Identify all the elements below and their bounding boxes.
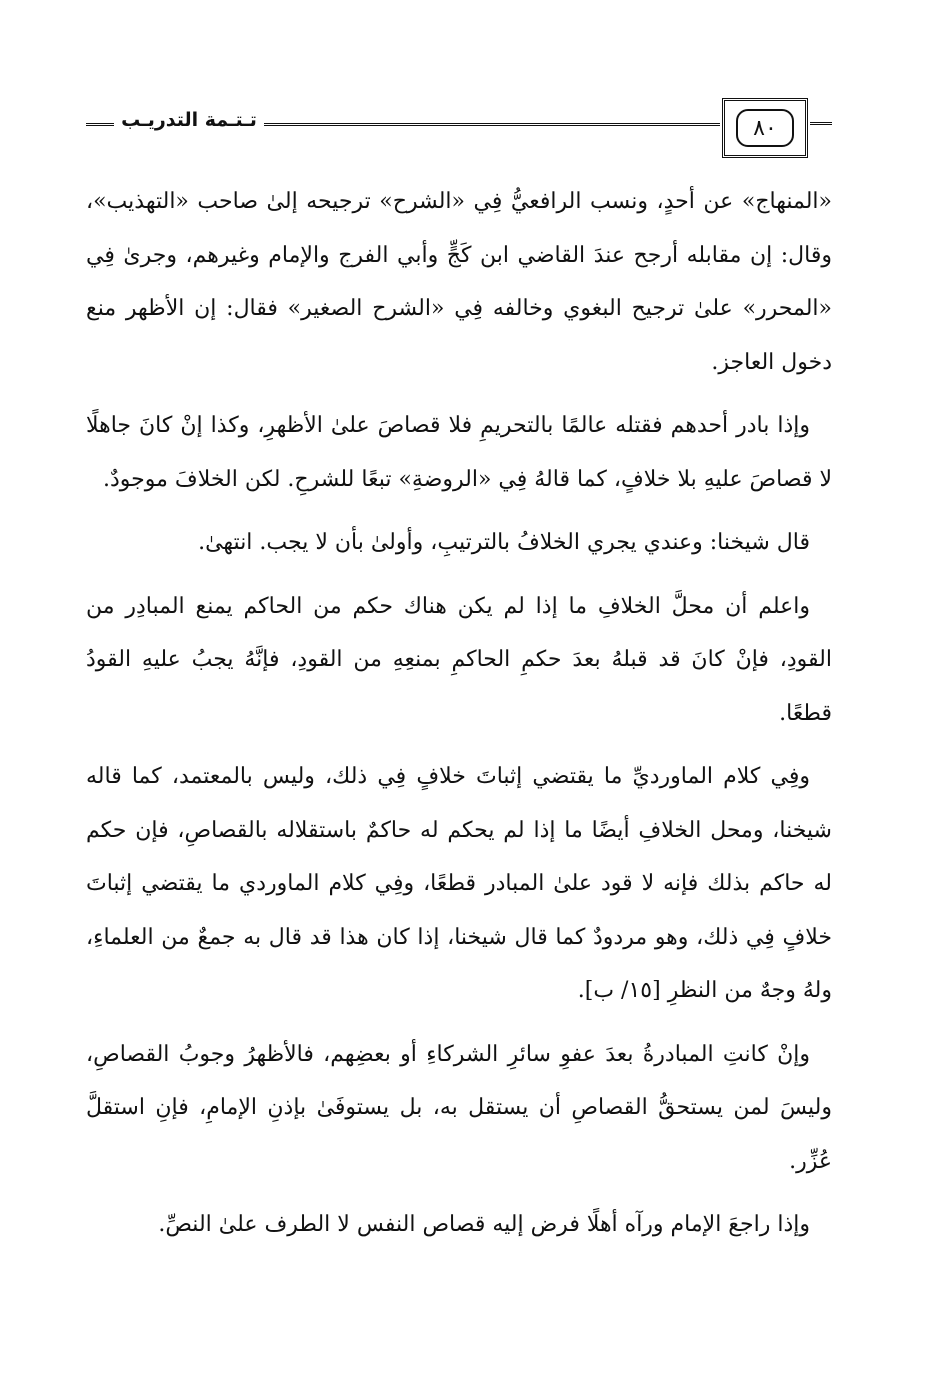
- page-number-frame: [722, 98, 808, 158]
- header-rule-left: [86, 123, 114, 130]
- header-rule-right: [810, 122, 832, 129]
- page-number: ٨٠: [736, 109, 794, 147]
- paragraph: قال شيخنا: وعندي يجري الخلافُ بالترتيبِ، وأولىٰ بأن لا يجب. انتهىٰ.: [198, 530, 810, 555]
- header-rule: [264, 123, 720, 130]
- body-text: [86, 175, 832, 1262]
- running-title: تـتـمة التدريـب: [121, 109, 257, 131]
- paragraph: وإذا راجعَ الإمام ورآه أهلًا فرض إليه قصاص النفس لا الطرف علىٰ النصِّ.: [158, 1212, 810, 1237]
- paragraph: وإذا بادر أحدهم فقتله عالمًا بالتحريمِ فلا قصاصَ علىٰ الأظهرِ، وكذا إنْ كانَ جاهلًا لا قصاصَ عليهِ بلا خلافٍ، كما قالهُ فِي «الروضةِ» تبعًا للشرحِ. لكن الخلافَ موجودٌ.: [86, 413, 832, 492]
- paragraph: وفِي كلام الماورديِّ ما يقتضي إثباتَ خلافٍ فِي ذلك، وليس بالمعتمد، كما قاله شيخنا، ومحل الخلافِ أيضًا ما إذا لم يحكم له حاكمٌ باستقلاله بالقصاصِ، فإن حكم له حاكم بذلك فإنه لا قود علىٰ المبادر قطعًا، وفِي كلام الماوردي ما يقتضي إثباتَ خلافٍ فِي ذلك، وهو مردودٌ كما قال شيخنا، إذا كان هذا قد قال به جمعٌ من العلماءِ، ولهُ وجهٌ من النظرِ [١٥/ ب].: [86, 764, 832, 1003]
- paragraph: «المنهاج» عن أحدٍ، ونسب الرافعيُّ فِي «الشرح» ترجيحه إلىٰ صاحب «التهذيب»، وقال: إن مقابله أرجح عندَ القاضي ابن كَجٍّ وأبي الفرج والإمام وغيرهم، وجرىٰ فِي «المحرر» علىٰ ترجيح البغوي وخالفه فِي «الشرح الصغير» فقال: إن الأظهر منع دخول العاجز.: [86, 189, 832, 375]
- paragraph: واعلم أن محلَّ الخلافِ ما إذا لم يكن هناك حكم من الحاكم يمنع المبادِر من القودِ، فإنْ كانَ قد قبلهُ بعدَ حكمِ الحاكمِ بمنعِهِ من القودِ، فإنَّهُ يجبُ عليهِ القودُ قطعًا.: [86, 593, 832, 726]
- page-header: [86, 92, 832, 172]
- paragraph: وإنْ كانتِ المبادرةُ بعدَ عفوِ سائرِ الشركاءِ أو بعضِهم، فالأظهرُ وجوبُ القصاصِ، وليسَ لمن يستحقُّ القصاصِ أن يستقل به، بل يستوفَىٰ بإذنِ الإمامِ، فإنِ استقلَّ عُزِّر.: [86, 1041, 832, 1174]
